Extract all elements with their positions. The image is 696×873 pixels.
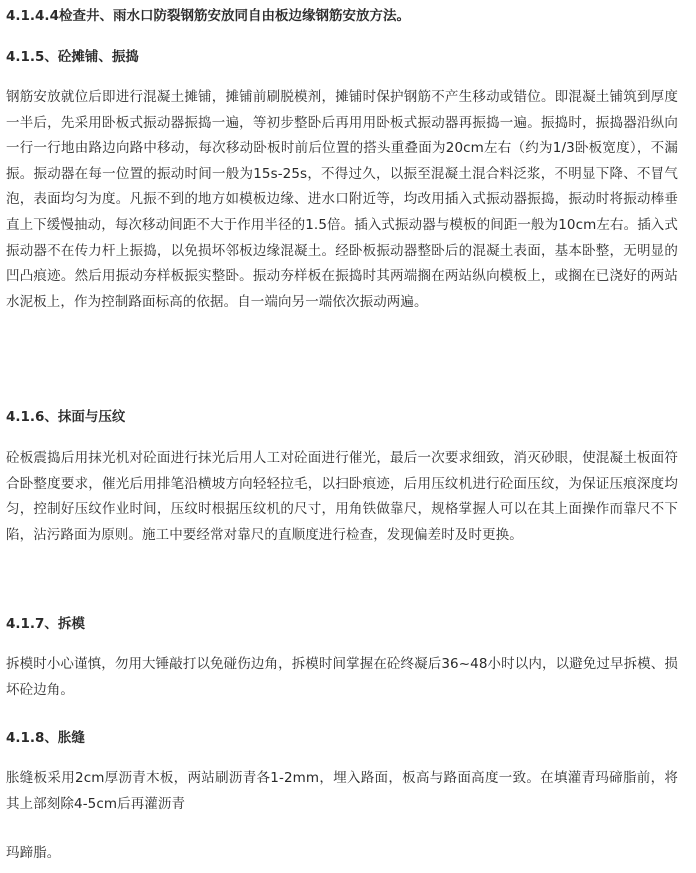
section-heading-4-1-5: 4.1.5、砼摊铺、振捣 <box>6 49 139 65</box>
section-body-4-1-6: 砼板震捣后用抹光机对砼面进行抹光后用人工对砼面进行催光，最后一次要求细致，消灭砂眼，使混凝土板面符合卧整度要求，催光后用排笔沿横坡方向轻轻拉毛，以扫卧痕迹，后用压纹机进行砼面压纹，为保证压痕深度均匀，控制好压纹作业时间，压纹时根据压纹机的尺寸，用角铁做靠尺，规格掌握人可以在其上面操作而靠尺不下陷，沾污路面为原则。施工中要经常对靠尺的直顺度进行检查，发现偏差时及时更换。 <box>6 450 678 543</box>
section-heading-4-1-4-4: 4.1.4.4检查井、雨水口防裂钢筋安放同自由板边缘钢筋安放方法。 <box>6 8 410 24</box>
section-body-4-1-7: 拆模时小心谨慎，勿用大锤敲打以免碰伤边角，拆模时间掌握在砼终凝后36~48小时以内，以避免过早拆模、损坏砼边角。 <box>6 656 678 698</box>
section-body-4-1-8-tail: 玛蹄脂。 <box>6 845 61 861</box>
section-body-4-1-8: 胀缝板采用2cm厚沥青木板，两站刷沥青各1-2mm，埋入路面，板高与路面高度一致。在填灌青玛碲脂前，将其上部刻除4-5cm后再灌沥青 <box>6 770 678 812</box>
section-heading-4-1-8: 4.1.8、胀缝 <box>6 730 85 746</box>
section-body-4-1-5: 钢筋安放就位后即进行混凝土摊铺，摊铺前刷脱模剂，摊铺时保护钢筋不产生移动或错位。即混凝土铺筑到厚度一半后，先采用卧板式振动器振捣一遍，等初步整卧后再用用卧板式振动器再振捣一遍。振捣时，振捣器沿纵向一行一行地由路边向路中移动，每次移动卧板时前后位置的搭头重叠面为20cm左右（约为1/3卧板宽度），不漏振。振动器在每一位置的振动时间一般为15s-25s，不得过久，以振至混凝土混合料泛浆，不明显下降、不冒气泡，表面均匀为度。凡振不到的地方如模板边缘、进水口附近等，均改用插入式振动器振捣，振动时将振动棒垂直上下缓慢抽动，每次移动间距不大于作用半径的1.5倍。插入式振动器与模板的间距一般为10cm左右。插入式振动器不在传力杆上振捣，以免损坏邻板边缘混凝土。经卧板振动器整卧后的混凝土表面，基本卧整，无明显的凹凸痕迹。然后用振动夯样板振实整卧。振动夯样板在振捣时其两端搁在两站纵向模板上，或搁在已浇好的两站水泥板上，作为控制路面标高的依据。自一端向另一端依次振动两遍。 <box>6 89 678 310</box>
section-heading-4-1-7: 4.1.7、拆模 <box>6 616 85 632</box>
section-heading-4-1-6: 4.1.6、抹面与压纹 <box>6 409 126 425</box>
